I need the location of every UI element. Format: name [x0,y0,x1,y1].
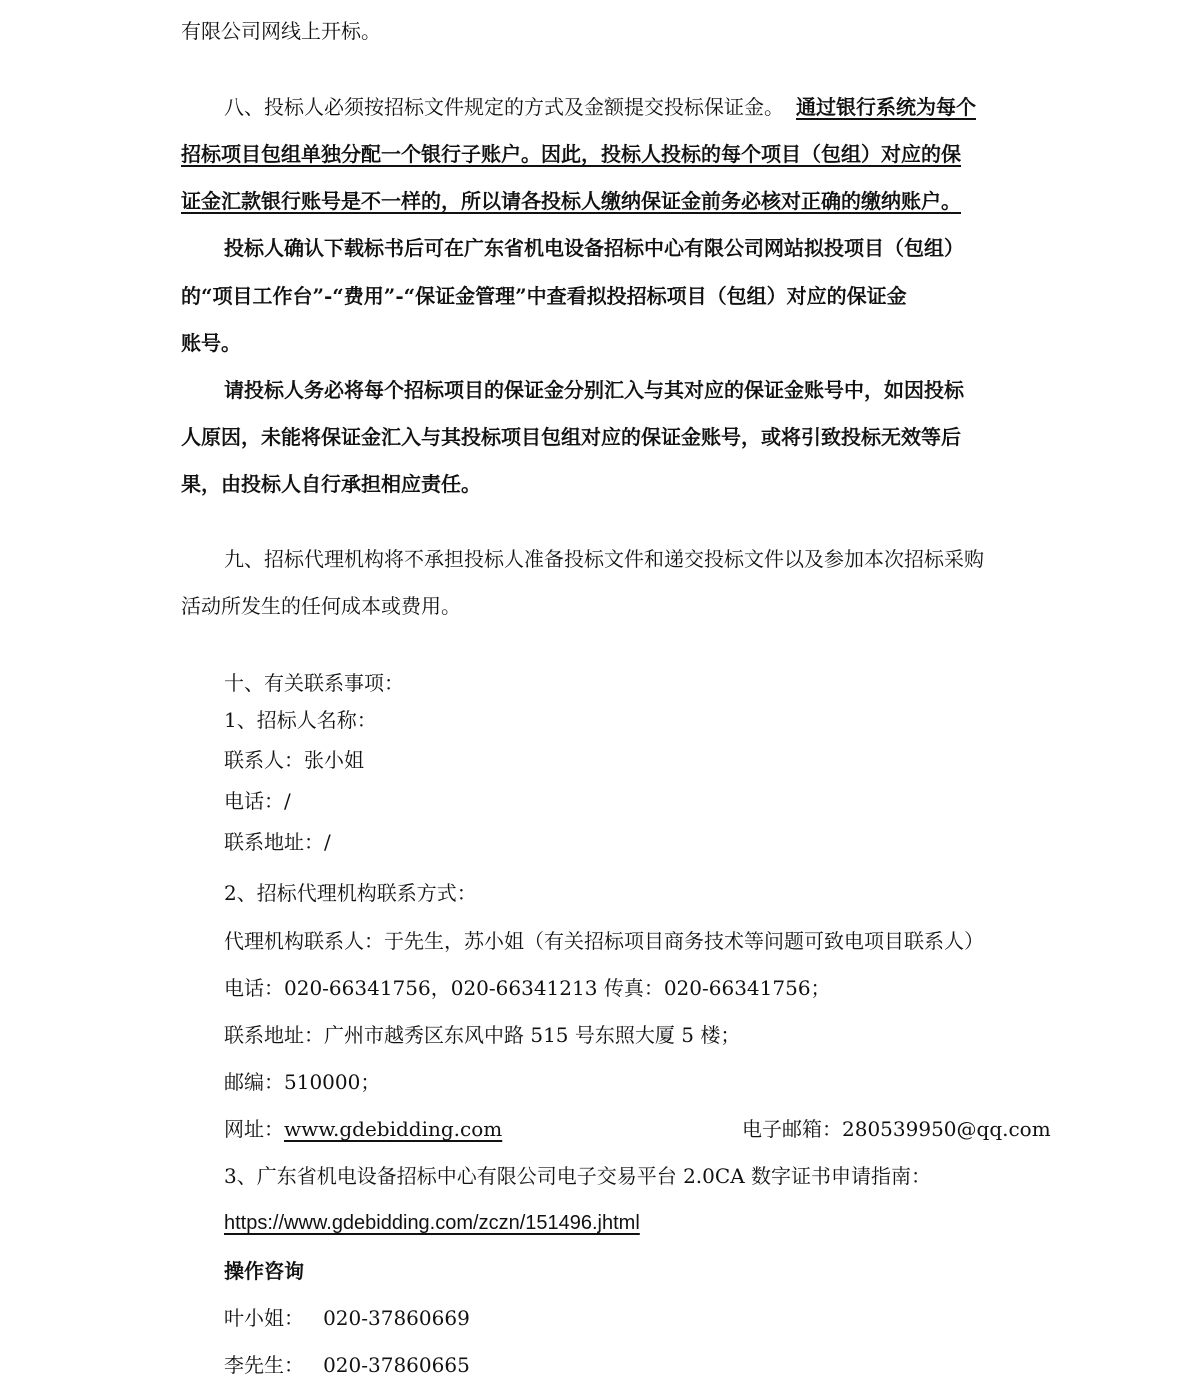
agency-title: 2、招标代理机构联系方式： [224,881,477,905]
section-8-para3-line-3: 果，由投标人自行承担相应责任。 [181,472,481,496]
tenderer-contact: 联系人：张小姐 [224,748,364,772]
section-9-line-1: 九、招标代理机构将不承担投标人准备投标文件和递交投标文件以及参加本次招标采购 [224,547,984,571]
agency-postcode: 邮编：510000； [224,1070,381,1094]
agency-website-link[interactable]: www.gdebidding.com [284,1117,503,1141]
agency-phone: 电话：020-66341756，020-66341213 传真：020-66341756； [224,976,831,1000]
section-8-para2-line-2: 的“项目工作台”-“费用”-“保证金管理”中查看拟投招标项目（包组）对应的保证金 [181,284,907,308]
ca-guide-title: 3、广东省机电设备招标中心有限公司电子交易平台 2.0CA 数字证书申请指南： [224,1164,931,1188]
section-7-tail: 有限公司网线上开标。 [181,19,381,43]
section-8-line-2: 招标项目包组单独分配一个银行子账户。因此，投标人投标的每个项目（包组）对应的保 [181,142,961,166]
consult-contact-1: 叶小姐： 020-37860669 [224,1306,470,1330]
agency-website-label: 网址： [224,1117,284,1141]
ca-guide-link[interactable]: https://www.gdebidding.com/zczn/151496.jhtml [224,1212,640,1234]
section-8-para3-line-2: 人原因，未能将保证金汇入与其投标项目包组对应的保证金账号，或将引致投标无效等后 [181,425,961,449]
agency-contact: 代理机构联系人：于先生，苏小姐（有关招标项目商务技术等问题可致电项目联系人） [224,929,984,953]
tenderer-title: 1、招标人名称： [224,708,377,732]
tenderer-address: 联系地址：/ [224,830,331,854]
section-9-line-2: 活动所发生的任何成本或费用。 [181,594,461,618]
section-8-line-1-plain: 八、投标人必须按招标文件规定的方式及金额提交投标保证金。 [224,95,784,119]
agency-address: 联系地址：广州市越秀区东风中路 515 号东照大厦 5 楼； [224,1023,741,1047]
section-8-para3-line-1: 请投标人务必将每个招标项目的保证金分别汇入与其对应的保证金账号中，如因投标 [224,378,964,402]
ca-guide-url-row [224,1210,640,1236]
section-10-heading: 十、有关联系事项： [224,671,404,695]
section-8-line-1 [224,94,976,120]
agency-email: 电子邮箱：280539950@qq.com [742,1117,1051,1141]
section-8-para2-line-1: 投标人确认下载标书后可在广东省机电设备招标中心有限公司网站拟投项目（包组） [224,236,964,260]
consult-contact-2: 李先生： 020-37860665 [224,1353,470,1377]
section-8-line-3: 证金汇款银行账号是不一样的，所以请各投标人缴纳保证金前务必核对正确的缴纳账户。 [181,189,961,213]
tenderer-phone: 电话：/ [224,789,291,813]
section-8-line-1-bold: 通过银行系统为每个 [796,95,976,119]
agency-website-row [224,1116,502,1142]
consult-heading: 操作咨询 [224,1259,304,1283]
section-8-para2-line-3: 账号。 [181,331,241,355]
